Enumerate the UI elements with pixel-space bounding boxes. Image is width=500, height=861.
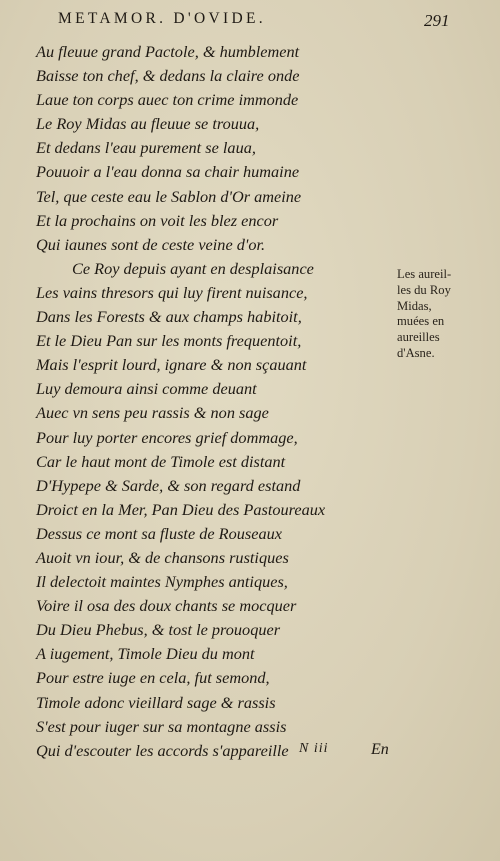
verse-line: Tel, que ceste eau le Sablon d'Or ameine bbox=[36, 186, 302, 206]
verse-line: Mais l'esprit lourd, ignare & non sçauant bbox=[36, 355, 307, 375]
margin-note-line: aureilles bbox=[397, 330, 440, 345]
margin-note-line: d'Asne. bbox=[397, 345, 435, 360]
verse-line: Laue ton corps auec ton crime immonde bbox=[36, 90, 299, 110]
verse-line: S'est pour iuger sur sa montagne assis bbox=[36, 716, 287, 736]
verse-line: Baisse ton chef, & dedans la claire onde bbox=[36, 66, 300, 86]
verse-line: Qui iaunes sont de ceste veine d'or. bbox=[36, 234, 266, 254]
signature-mark: N iii bbox=[299, 741, 329, 756]
verse-line: D'Hypepe & Sarde, & son regard estand bbox=[36, 475, 301, 495]
verse-line: Ce Roy depuis ayant en desplaisance bbox=[72, 258, 314, 278]
verse-line: Dans les Forests & aux champs habitoit, bbox=[36, 307, 302, 327]
margin-note bbox=[397, 267, 487, 362]
verse-line: Pour luy porter encores grief dommage, bbox=[36, 427, 298, 447]
verse-line: Pour estre iuge en cela, fut semond, bbox=[36, 668, 270, 688]
margin-note-line: Les aureil- bbox=[397, 267, 452, 281]
verse-line: Le Roy Midas au fleuue se trouua, bbox=[36, 114, 260, 134]
margin-note-line: les du Roy bbox=[397, 282, 451, 297]
verse-line: Dessus ce mont sa fluste de Rouseaux bbox=[36, 523, 282, 543]
running-head bbox=[58, 6, 500, 34]
margin-note-line: muées en bbox=[397, 314, 445, 329]
catchword: En bbox=[371, 741, 389, 758]
verse-line: Luy demoura ainsi comme deuant bbox=[36, 379, 257, 399]
margin-note-line: Midas, bbox=[397, 298, 432, 313]
verse-line: A iugement, Timole Dieu du mont bbox=[36, 644, 255, 664]
verse-line: Et dedans l'eau purement se laua, bbox=[36, 138, 256, 158]
verse-block bbox=[36, 40, 396, 763]
verse-line: Et le Dieu Pan sur les monts frequentoit, bbox=[36, 331, 302, 351]
verse-line: Car le haut mont de Timole est distant bbox=[36, 451, 286, 471]
verse-line: Il delectoit maintes Nymphes antiques, bbox=[36, 572, 288, 592]
verse-line: Droict en la Mer, Pan Dieu des Pastoureaux bbox=[36, 499, 326, 519]
verse-line: Auec vn sens peu rassis & non sage bbox=[36, 403, 269, 423]
running-title: METAMOR. D'OVIDE. bbox=[58, 10, 266, 27]
verse-line: Qui d'escouter les accords s'appareille bbox=[36, 740, 289, 760]
page-number: 291 bbox=[424, 11, 450, 30]
verse-line: Du Dieu Phebus, & tost le prouoquer bbox=[36, 620, 281, 640]
verse-line: Et la prochains on voit les blez encor bbox=[36, 210, 279, 230]
verse-line: Timole adonc vieillard sage & rassis bbox=[36, 692, 276, 712]
verse-line: Au fleuue grand Pactole, & humblement bbox=[36, 42, 300, 61]
verse-line: Les vains thresors qui luy firent nuisance, bbox=[36, 282, 308, 302]
verse-line: Auoit vn iour, & de chansons rustiques bbox=[36, 547, 289, 567]
verse-line: Voire il osa des doux chants se mocquer bbox=[36, 596, 297, 616]
verse-line: Pouuoir a l'eau donna sa chair humaine bbox=[36, 162, 300, 182]
